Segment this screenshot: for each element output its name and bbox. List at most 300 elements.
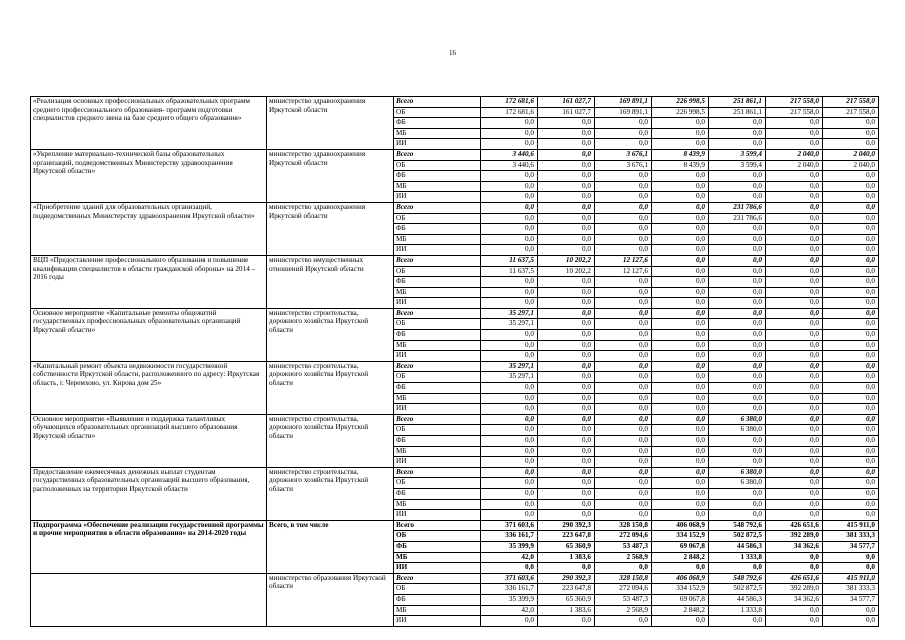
value-cell: 42,0 xyxy=(481,552,538,563)
value-cell: 0,0 xyxy=(481,298,538,309)
value-cell: 0,0 xyxy=(595,404,652,415)
value-cell: 35 297,1 xyxy=(481,308,538,319)
value-cell: 0,0 xyxy=(538,192,595,203)
value-cell: 0,0 xyxy=(709,457,766,468)
value-cell: 0,0 xyxy=(766,128,823,139)
value-cell: 0,0 xyxy=(766,446,823,457)
executor-cell: министерство строительства, дорожного хозяйства Иркутской области xyxy=(267,308,394,361)
value-cell: 251 861,1 xyxy=(709,97,766,108)
value-cell: 0,0 xyxy=(595,510,652,521)
value-cell: 0,0 xyxy=(766,361,823,372)
value-cell: 0,0 xyxy=(481,224,538,235)
value-cell: 0,0 xyxy=(652,118,709,129)
value-cell: 0,0 xyxy=(652,467,709,478)
budget-table-container xyxy=(30,96,878,627)
value-cell: 334 152,9 xyxy=(652,531,709,542)
value-cell: 35 297,1 xyxy=(481,372,538,383)
funding-source-cell: ОБ xyxy=(394,160,481,171)
value-cell: 0,0 xyxy=(652,393,709,404)
value-cell: 0,0 xyxy=(538,340,595,351)
value-cell: 3 599,4 xyxy=(709,149,766,160)
table-row xyxy=(31,467,879,478)
funding-source-cell: ИИ xyxy=(394,139,481,150)
value-cell: 0,0 xyxy=(481,510,538,521)
activity-description: «Капитальный ремонт объекта недвижимости государственной собственности Иркутской области, расположенного по адресу: Иркутская область, г. Черемхово, ул. Кирова дом 25» xyxy=(31,361,267,414)
value-cell: 0,0 xyxy=(709,372,766,383)
value-cell: 53 487,3 xyxy=(595,541,652,552)
value-cell: 0,0 xyxy=(823,351,879,362)
value-cell: 3 676,1 xyxy=(595,149,652,160)
value-cell: 0,0 xyxy=(481,393,538,404)
activity-description: Предоставление ежемесячных денежных выплат студентам государственных образовательных организаций высшего образования, расположенных на территории Иркутской области xyxy=(31,467,267,520)
value-cell: 0,0 xyxy=(766,383,823,394)
value-cell: 0,0 xyxy=(766,414,823,425)
value-cell: 0,0 xyxy=(823,361,879,372)
value-cell: 0,0 xyxy=(709,499,766,510)
value-cell: 8 439,9 xyxy=(652,160,709,171)
value-cell: 0,0 xyxy=(709,139,766,150)
value-cell: 0,0 xyxy=(766,118,823,129)
value-cell: 0,0 xyxy=(538,128,595,139)
value-cell: 0,0 xyxy=(652,330,709,341)
value-cell: 0,0 xyxy=(652,308,709,319)
value-cell: 328 150,8 xyxy=(595,573,652,584)
value-cell: 12 127,6 xyxy=(595,255,652,266)
value-cell: 0,0 xyxy=(652,234,709,245)
value-cell: 0,0 xyxy=(652,255,709,266)
value-cell: 0,0 xyxy=(823,192,879,203)
funding-source-cell: ФБ xyxy=(394,224,481,235)
activity-description: Основное мероприятие «Капитальные ремонты общежитий государственных профессиональных образовательных организаций Иркутской области» xyxy=(31,308,267,361)
value-cell: 6 380,0 xyxy=(709,425,766,436)
executor-cell: министерство здравоохранения Иркутской области xyxy=(267,97,394,150)
value-cell: 0,0 xyxy=(766,245,823,256)
value-cell: 226 998,5 xyxy=(652,107,709,118)
executor-cell: министерство имущественных отношений Иркутской области xyxy=(267,255,394,308)
value-cell: 169 891,1 xyxy=(595,107,652,118)
value-cell: 0,0 xyxy=(481,467,538,478)
value-cell: 0,0 xyxy=(766,319,823,330)
value-cell: 0,0 xyxy=(481,414,538,425)
value-cell: 0,0 xyxy=(766,457,823,468)
value-cell: 0,0 xyxy=(595,287,652,298)
value-cell: 0,0 xyxy=(709,287,766,298)
value-cell: 381 333,3 xyxy=(823,584,879,595)
value-cell: 0,0 xyxy=(766,393,823,404)
value-cell: 272 094,6 xyxy=(595,584,652,595)
value-cell: 0,0 xyxy=(481,128,538,139)
value-cell: 0,0 xyxy=(709,192,766,203)
funding-source-cell: ИИ xyxy=(394,457,481,468)
value-cell: 0,0 xyxy=(538,372,595,383)
funding-source-cell: ИИ xyxy=(394,510,481,521)
value-cell: 0,0 xyxy=(709,383,766,394)
value-cell: 0,0 xyxy=(823,499,879,510)
value-cell: 2 568,9 xyxy=(595,552,652,563)
value-cell: 0,0 xyxy=(538,234,595,245)
funding-source-cell: ФБ xyxy=(394,383,481,394)
value-cell: 0,0 xyxy=(766,351,823,362)
table-row xyxy=(31,255,879,266)
value-cell: 0,0 xyxy=(595,616,652,627)
value-cell: 406 068,9 xyxy=(652,520,709,531)
value-cell: 0,0 xyxy=(766,552,823,563)
value-cell: 6 380,0 xyxy=(709,467,766,478)
value-cell: 0,0 xyxy=(823,425,879,436)
value-cell: 0,0 xyxy=(538,510,595,521)
executor-cell: министерство строительства, дорожного хозяйства Иркутской области xyxy=(267,414,394,467)
funding-source-cell: МБ xyxy=(394,287,481,298)
value-cell: 0,0 xyxy=(538,446,595,457)
value-cell: 0,0 xyxy=(595,414,652,425)
value-cell: 1 383,6 xyxy=(538,552,595,563)
value-cell: 0,0 xyxy=(595,245,652,256)
value-cell: 0,0 xyxy=(595,499,652,510)
value-cell: 0,0 xyxy=(766,436,823,447)
value-cell: 0,0 xyxy=(538,414,595,425)
value-cell: 0,0 xyxy=(652,128,709,139)
value-cell: 0,0 xyxy=(538,404,595,415)
value-cell: 406 068,9 xyxy=(652,573,709,584)
value-cell: 0,0 xyxy=(709,330,766,341)
funding-source-cell: МБ xyxy=(394,446,481,457)
value-cell: 0,0 xyxy=(823,255,879,266)
value-cell: 217 558,0 xyxy=(766,107,823,118)
value-cell: 12 127,6 xyxy=(595,266,652,277)
value-cell: 0,0 xyxy=(823,436,879,447)
value-cell: 0,0 xyxy=(823,383,879,394)
value-cell: 0,0 xyxy=(823,340,879,351)
value-cell: 161 027,7 xyxy=(538,107,595,118)
value-cell: 0,0 xyxy=(538,149,595,160)
value-cell: 290 392,3 xyxy=(538,520,595,531)
value-cell: 0,0 xyxy=(538,287,595,298)
value-cell: 0,0 xyxy=(823,605,879,616)
value-cell: 0,0 xyxy=(766,510,823,521)
funding-source-cell: ОБ xyxy=(394,372,481,383)
value-cell: 0,0 xyxy=(481,488,538,499)
value-cell: 0,0 xyxy=(481,277,538,288)
value-cell: 0,0 xyxy=(538,308,595,319)
value-cell: 2 040,0 xyxy=(823,149,879,160)
funding-source-cell: ОБ xyxy=(394,584,481,595)
value-cell: 0,0 xyxy=(652,213,709,224)
value-cell: 0,0 xyxy=(595,340,652,351)
funding-source-cell: ФБ xyxy=(394,541,481,552)
value-cell: 0,0 xyxy=(709,563,766,574)
value-cell: 44 586,3 xyxy=(709,541,766,552)
value-cell: 0,0 xyxy=(823,404,879,415)
funding-source-cell: ФБ xyxy=(394,277,481,288)
value-cell: 0,0 xyxy=(823,224,879,235)
value-cell: 0,0 xyxy=(823,372,879,383)
table-row xyxy=(31,149,879,160)
value-cell: 0,0 xyxy=(481,340,538,351)
value-cell: 65 360,9 xyxy=(538,541,595,552)
value-cell: 35 399,9 xyxy=(481,541,538,552)
value-cell: 0,0 xyxy=(538,118,595,129)
value-cell: 0,0 xyxy=(652,181,709,192)
value-cell: 2 040,0 xyxy=(766,149,823,160)
value-cell: 0,0 xyxy=(652,298,709,309)
value-cell: 0,0 xyxy=(652,563,709,574)
value-cell: 0,0 xyxy=(823,510,879,521)
value-cell: 0,0 xyxy=(709,308,766,319)
value-cell: 0,0 xyxy=(766,266,823,277)
value-cell: 0,0 xyxy=(595,128,652,139)
value-cell: 0,0 xyxy=(709,393,766,404)
funding-source-cell: ИИ xyxy=(394,245,481,256)
value-cell: 0,0 xyxy=(481,202,538,213)
value-cell: 1 333,8 xyxy=(709,605,766,616)
value-cell: 0,0 xyxy=(595,213,652,224)
value-cell: 172 681,6 xyxy=(481,107,538,118)
value-cell: 0,0 xyxy=(823,457,879,468)
value-cell: 0,0 xyxy=(481,245,538,256)
value-cell: 0,0 xyxy=(766,563,823,574)
value-cell: 0,0 xyxy=(823,308,879,319)
funding-source-cell: ОБ xyxy=(394,478,481,489)
executor-cell: Всего, в том числе xyxy=(267,520,394,573)
value-cell: 3 440,6 xyxy=(481,149,538,160)
value-cell: 2 848,2 xyxy=(652,552,709,563)
value-cell: 0,0 xyxy=(538,330,595,341)
value-cell: 217 558,0 xyxy=(823,107,879,118)
table-row xyxy=(31,97,879,108)
value-cell: 0,0 xyxy=(538,351,595,362)
value-cell: 0,0 xyxy=(709,118,766,129)
value-cell: 0,0 xyxy=(823,563,879,574)
funding-source-cell: МБ xyxy=(394,605,481,616)
activity-description: «Укрепление материально-технической базы образовательных организаций, подведомственных Министерству здравоохранения Иркутской области» xyxy=(31,149,267,202)
value-cell: 0,0 xyxy=(709,224,766,235)
value-cell: 0,0 xyxy=(823,467,879,478)
value-cell: 0,0 xyxy=(481,192,538,203)
value-cell: 0,0 xyxy=(481,425,538,436)
value-cell: 0,0 xyxy=(823,266,879,277)
value-cell: 0,0 xyxy=(709,319,766,330)
value-cell: 69 067,8 xyxy=(652,594,709,605)
value-cell: 35 399,9 xyxy=(481,594,538,605)
value-cell: 0,0 xyxy=(709,488,766,499)
funding-source-cell: ИИ xyxy=(394,192,481,203)
value-cell: 0,0 xyxy=(766,202,823,213)
value-cell: 0,0 xyxy=(709,351,766,362)
value-cell: 1 383,6 xyxy=(538,605,595,616)
funding-source-cell: ОБ xyxy=(394,213,481,224)
value-cell: 0,0 xyxy=(481,499,538,510)
value-cell: 0,0 xyxy=(709,404,766,415)
activity-description: «Приобретение зданий для образовательных организаций, подведомственных Министерству здравоохранения Иркутской области» xyxy=(31,202,267,255)
value-cell: 0,0 xyxy=(709,234,766,245)
executor-cell: министерство здравоохранения Иркутской области xyxy=(267,149,394,202)
value-cell: 0,0 xyxy=(595,192,652,203)
budget-table xyxy=(30,96,879,627)
value-cell: 0,0 xyxy=(823,277,879,288)
value-cell: 0,0 xyxy=(652,287,709,298)
value-cell: 0,0 xyxy=(652,616,709,627)
value-cell: 0,0 xyxy=(652,372,709,383)
value-cell: 0,0 xyxy=(709,181,766,192)
value-cell: 0,0 xyxy=(823,181,879,192)
value-cell: 0,0 xyxy=(766,255,823,266)
value-cell: 0,0 xyxy=(481,118,538,129)
value-cell: 0,0 xyxy=(823,414,879,425)
value-cell: 0,0 xyxy=(652,383,709,394)
funding-source-cell: ОБ xyxy=(394,425,481,436)
value-cell: 0,0 xyxy=(766,340,823,351)
value-cell: 0,0 xyxy=(538,616,595,627)
value-cell: 290 392,3 xyxy=(538,573,595,584)
activity-description: Подпрограмма «Обеспечение реализации государственной программы и прочие мероприятия в области образования» на 2014-2020 годы xyxy=(31,520,267,573)
value-cell: 0,0 xyxy=(766,287,823,298)
value-cell: 251 861,1 xyxy=(709,107,766,118)
value-cell: 0,0 xyxy=(595,202,652,213)
value-cell: 336 161,7 xyxy=(481,531,538,542)
value-cell: 0,0 xyxy=(766,192,823,203)
value-cell: 0,0 xyxy=(481,351,538,362)
value-cell: 0,0 xyxy=(538,319,595,330)
funding-source-cell: ФБ xyxy=(394,488,481,499)
value-cell: 0,0 xyxy=(595,139,652,150)
value-cell: 0,0 xyxy=(766,478,823,489)
value-cell: 0,0 xyxy=(538,457,595,468)
value-cell: 2 040,0 xyxy=(766,160,823,171)
value-cell: 0,0 xyxy=(538,478,595,489)
value-cell: 0,0 xyxy=(595,118,652,129)
value-cell: 0,0 xyxy=(595,446,652,457)
value-cell: 0,0 xyxy=(823,171,879,182)
funding-source-cell: ФБ xyxy=(394,436,481,447)
value-cell: 0,0 xyxy=(481,563,538,574)
value-cell: 0,0 xyxy=(823,202,879,213)
value-cell: 34 577,7 xyxy=(823,541,879,552)
value-cell: 0,0 xyxy=(538,436,595,447)
value-cell: 502 872,5 xyxy=(709,584,766,595)
value-cell: 0,0 xyxy=(766,234,823,245)
table-row xyxy=(31,414,879,425)
value-cell: 0,0 xyxy=(652,488,709,499)
value-cell: 0,0 xyxy=(595,488,652,499)
funding-source-cell: МБ xyxy=(394,181,481,192)
value-cell: 0,0 xyxy=(652,414,709,425)
page-number: 16 xyxy=(449,49,456,57)
value-cell: 0,0 xyxy=(652,266,709,277)
value-cell: 0,0 xyxy=(652,404,709,415)
funding-source-cell: ИИ xyxy=(394,563,481,574)
value-cell: 0,0 xyxy=(709,446,766,457)
value-cell: 0,0 xyxy=(595,425,652,436)
value-cell: 0,0 xyxy=(823,139,879,150)
activity-description: Основное мероприятие «Выявление и поддержка талантливых обучающихся образовательных организаций высшего образования Иркутской области» xyxy=(31,414,267,467)
activity-description xyxy=(31,573,267,626)
value-cell: 0,0 xyxy=(823,287,879,298)
value-cell: 0,0 xyxy=(538,393,595,404)
value-cell: 0,0 xyxy=(652,245,709,256)
value-cell: 0,0 xyxy=(538,245,595,256)
value-cell: 0,0 xyxy=(652,192,709,203)
value-cell: 548 792,6 xyxy=(709,573,766,584)
value-cell: 0,0 xyxy=(481,404,538,415)
value-cell: 0,0 xyxy=(481,330,538,341)
value-cell: 0,0 xyxy=(652,202,709,213)
value-cell: 415 911,0 xyxy=(823,520,879,531)
value-cell: 0,0 xyxy=(709,361,766,372)
value-cell: 0,0 xyxy=(538,488,595,499)
value-cell: 0,0 xyxy=(652,457,709,468)
value-cell: 0,0 xyxy=(709,266,766,277)
funding-source-cell: ФБ xyxy=(394,594,481,605)
value-cell: 6 380,0 xyxy=(709,478,766,489)
funding-source-cell: МБ xyxy=(394,393,481,404)
value-cell: 0,0 xyxy=(709,245,766,256)
funding-source-cell: ФБ xyxy=(394,118,481,129)
value-cell: 0,0 xyxy=(481,383,538,394)
value-cell: 0,0 xyxy=(823,446,879,457)
value-cell: 0,0 xyxy=(481,478,538,489)
executor-cell: министерство строительства, дорожного хозяйства Иркутской области xyxy=(267,467,394,520)
value-cell: 0,0 xyxy=(766,181,823,192)
funding-source-cell: Всего xyxy=(394,149,481,160)
value-cell: 0,0 xyxy=(481,616,538,627)
value-cell: 34 362,6 xyxy=(766,541,823,552)
funding-source-cell: ОБ xyxy=(394,531,481,542)
value-cell: 0,0 xyxy=(481,171,538,182)
value-cell: 0,0 xyxy=(481,234,538,245)
value-cell: 0,0 xyxy=(823,298,879,309)
value-cell: 0,0 xyxy=(652,319,709,330)
value-cell: 0,0 xyxy=(709,616,766,627)
value-cell: 0,0 xyxy=(709,340,766,351)
value-cell: 217 558,0 xyxy=(823,97,879,108)
value-cell: 0,0 xyxy=(823,478,879,489)
value-cell: 0,0 xyxy=(481,287,538,298)
value-cell: 0,0 xyxy=(538,277,595,288)
value-cell: 0,0 xyxy=(595,393,652,404)
value-cell: 0,0 xyxy=(766,330,823,341)
value-cell: 0,0 xyxy=(823,234,879,245)
value-cell: 0,0 xyxy=(481,457,538,468)
executor-cell: министерство образования Иркутской области xyxy=(267,573,394,626)
value-cell: 0,0 xyxy=(538,499,595,510)
value-cell: 0,0 xyxy=(766,605,823,616)
funding-source-cell: ИИ xyxy=(394,298,481,309)
value-cell: 0,0 xyxy=(766,425,823,436)
value-cell: 0,0 xyxy=(823,319,879,330)
value-cell: 0,0 xyxy=(595,277,652,288)
funding-source-cell: ИИ xyxy=(394,404,481,415)
value-cell: 0,0 xyxy=(538,563,595,574)
value-cell: 0,0 xyxy=(652,425,709,436)
funding-source-cell: Всего xyxy=(394,255,481,266)
table-row xyxy=(31,520,879,531)
value-cell: 0,0 xyxy=(538,160,595,171)
value-cell: 0,0 xyxy=(823,118,879,129)
funding-source-cell: Всего xyxy=(394,467,481,478)
value-cell: 0,0 xyxy=(595,171,652,182)
funding-source-cell: Всего xyxy=(394,414,481,425)
value-cell: 0,0 xyxy=(538,224,595,235)
table-row xyxy=(31,573,879,584)
funding-source-cell: ИИ xyxy=(394,616,481,627)
value-cell: 426 651,6 xyxy=(766,573,823,584)
value-cell: 10 202,2 xyxy=(538,266,595,277)
value-cell: 53 487,3 xyxy=(595,594,652,605)
value-cell: 3 599,4 xyxy=(709,160,766,171)
activity-description: ВЦП «Предоставление профессионального образования и повышение квалификации специалистов в области гражданской обороны» на 2014 – 2016 годы xyxy=(31,255,267,308)
value-cell: 336 161,7 xyxy=(481,584,538,595)
value-cell: 392 289,0 xyxy=(766,584,823,595)
